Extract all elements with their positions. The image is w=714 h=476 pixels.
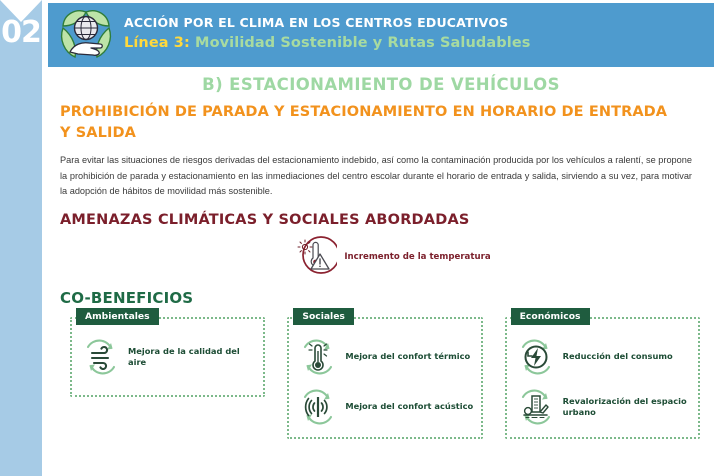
cobenefit-label: Mejora del confort térmico [345,351,471,362]
left-page-rail [0,0,42,476]
header-line-rest: Movilidad Sostenible y Rutas Saludables [189,35,531,51]
cobenefits-heading: CO-BENEFICIOS [60,288,194,307]
energy-consumption-bolt-icon [513,335,559,379]
section-title: B) ESTACIONAMIENTO DE VEHÍCULOS [202,75,560,94]
cobenefit-item [295,335,474,379]
header-text-block [124,15,708,51]
globe-leaves-hand-logo-icon [56,6,116,64]
cobenefit-label: Reducción del consumo [562,351,673,362]
urban-space-revaluation-icon [513,385,559,429]
thermal-comfort-thermometer-icon [295,335,341,379]
cobenefit-box [70,317,265,397]
page-content [48,67,714,476]
air-quality-wind-icon [78,335,124,379]
cobenefit-column-economicos [505,310,700,439]
cobenefit-tag: Económicos [511,308,590,325]
page-subtitle: PROHIBICIÓN DE PARADA Y ESTACIONAMIENTO EN HORARIO DE ENTRADA Y SALIDA [60,104,668,141]
cobenefit-label: Mejora de la calidad del aire [128,345,240,367]
threat-label: Incremento de la temperatura [344,252,491,263]
page-number: 02 [1,15,41,50]
header-banner [48,3,714,67]
cobenefit-column-ambientales [70,310,265,397]
threat-item [48,234,714,281]
cobenefit-box [505,317,700,439]
acoustic-comfort-sound-icon [295,385,341,429]
cobenefits-columns [70,310,700,439]
header-line-prefix: Línea 3: [124,35,190,51]
cobenefit-column-sociales [287,310,482,439]
cobenefit-label: Revalorización del espacio urbano [562,395,687,417]
cobenefit-label: Mejora del confort acústico [345,401,474,412]
header-title-line: ACCIÓN POR EL CLIMA EN LOS CENTROS EDUCATIVOS [124,15,509,30]
cobenefit-item [78,335,257,379]
temperature-increase-icon [291,234,337,281]
cobenefit-box [287,317,482,439]
cobenefit-item [513,335,692,379]
cobenefit-item [513,385,692,429]
threats-heading: AMENAZAS CLIMÁTICAS Y SOCIALES ABORDADAS [60,211,470,228]
cobenefit-item [295,385,474,429]
header-subtitle-line [124,35,708,51]
body-paragraph: Para evitar las situaciones de riesgos derivadas del estacionamiento indebido, así como la contaminación producida por los vehículos a ralentí, se propone la prohibición de parada y estacionamiento en las inmediaciones del centro escolar durante el horario de entrada y salida, sirviendo a su vez, para motivar la adopción de hábitos de movilidad más sostenible. [60,155,692,197]
cobenefit-tag: Ambientales [76,308,159,325]
cobenefit-tag: Sociales [293,308,354,325]
